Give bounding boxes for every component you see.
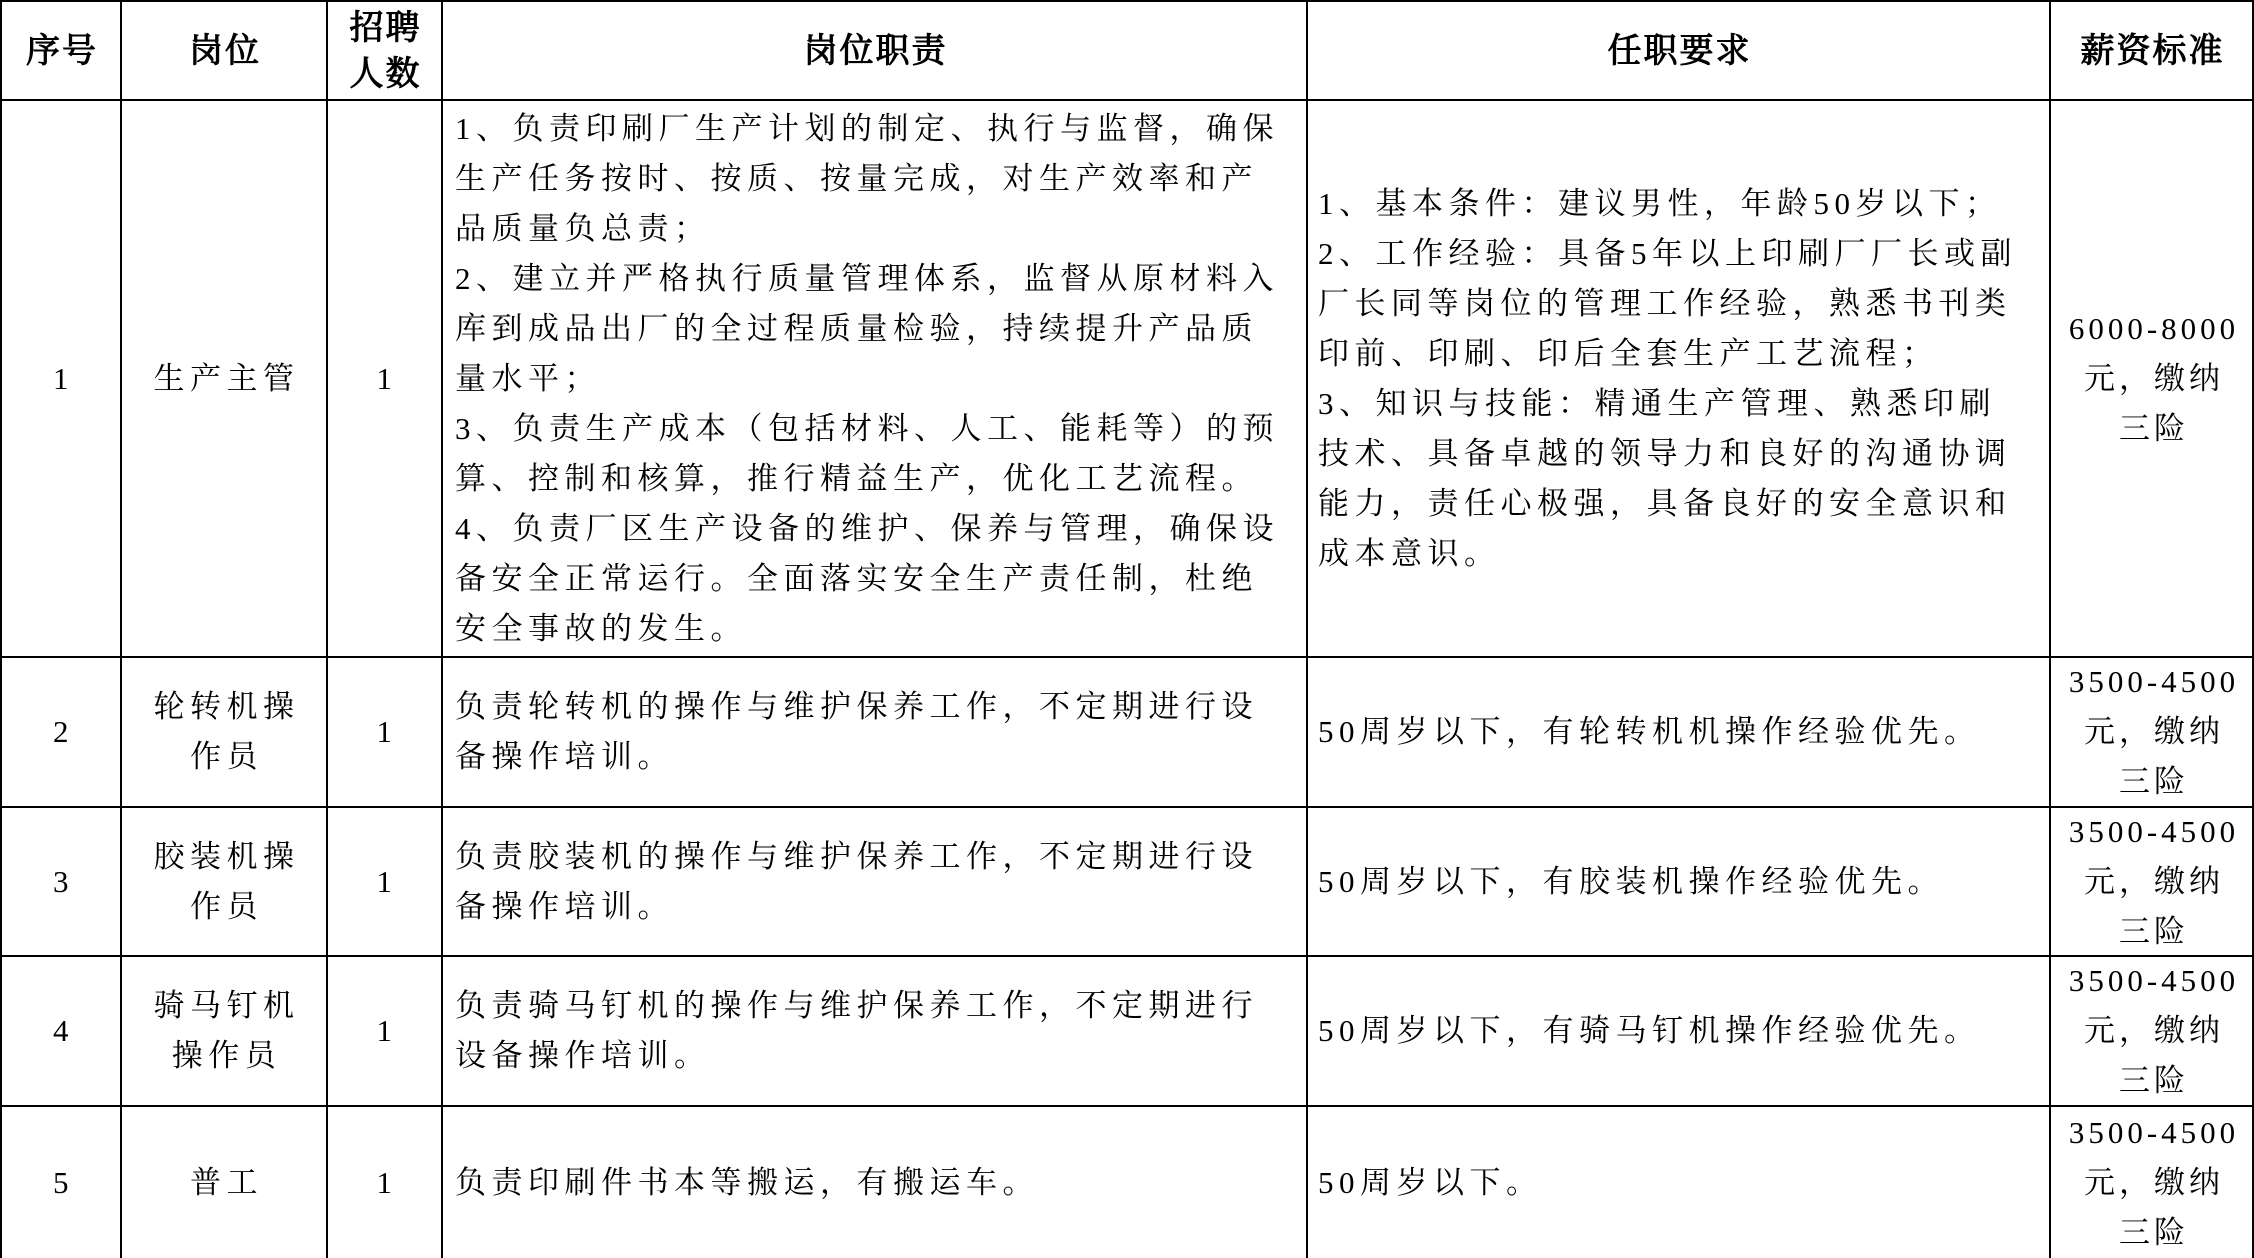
cell-headcount	[328, 957, 443, 1107]
position-text	[149, 832, 300, 932]
cell-salary	[2051, 101, 2254, 658]
cell-headcount	[328, 101, 443, 658]
duties-line: 负责印刷件书本等搬运，有搬运车。	[455, 1164, 1039, 1200]
position-text	[149, 981, 300, 1081]
position-line: 普工	[190, 1164, 263, 1200]
salary-line: 元，缴纳	[2083, 360, 2224, 396]
cell-salary	[2051, 658, 2254, 808]
salary-line: 三险	[2118, 1063, 2189, 1098]
cell-duties	[443, 658, 1308, 808]
headcount-text: 1	[376, 360, 398, 396]
duties-line: 安全事故的发生。	[455, 610, 747, 646]
duties-line: 设备操作培训。	[455, 1038, 711, 1073]
requirements-line: 印前、印刷、印后全套生产工艺流程；	[1318, 335, 1939, 371]
position-line: 轮转机操	[153, 689, 300, 724]
duties-line: 备操作培训。	[455, 888, 674, 924]
duties-text	[455, 1158, 1039, 1208]
header-duties	[443, 0, 1308, 101]
requirements-line: 厂长同等岗位的管理工作经验，熟悉书刊类	[1318, 285, 2012, 321]
salary-line: 元，缴纳	[2083, 863, 2224, 899]
cell-headcount	[328, 808, 443, 957]
requirements-text	[1318, 857, 1944, 907]
header-index	[0, 0, 122, 101]
duties-line: 3、负责生产成本（包括材料、人工、能耗等）的预	[455, 410, 1279, 446]
index-text: 1	[53, 360, 74, 396]
cell-salary	[2051, 1107, 2254, 1258]
cell-requirements	[1308, 808, 2051, 957]
salary-line: 3500-4500	[2068, 813, 2240, 849]
salary-line: 元，缴纳	[2083, 714, 2224, 749]
duties-text	[455, 981, 1258, 1081]
salary-line: 3500-4500	[2068, 664, 2240, 699]
cell-position	[122, 101, 328, 658]
requirements-line: 50周岁以下，有胶装机操作经验优先。	[1318, 863, 1944, 899]
position-text	[149, 354, 300, 404]
position-text	[149, 682, 300, 782]
header-requirements	[1308, 0, 2051, 101]
duties-line: 备操作培训。	[455, 739, 674, 774]
duties-line: 负责骑马钉机的操作与维护保养工作，不定期进行	[455, 988, 1258, 1023]
cell-position	[122, 1107, 328, 1258]
requirements-line: 50周岁以下，有轮转机机操作经验优先。	[1318, 714, 1981, 749]
cell-index	[0, 808, 122, 957]
index-text: 4	[53, 1013, 74, 1048]
cell-index	[0, 957, 122, 1107]
duties-text	[455, 682, 1258, 782]
headcount-text: 1	[376, 863, 398, 899]
requirements-line: 2、工作经验：具备5年以上印刷厂厂长或副	[1318, 235, 2017, 271]
cell-requirements	[1308, 957, 2051, 1107]
header-position-label: 岗位	[189, 31, 261, 70]
requirements-text	[1318, 1006, 1981, 1056]
requirements-line: 50周岁以下。	[1318, 1164, 1543, 1200]
cell-headcount	[328, 658, 443, 808]
salary-line: 6000-8000	[2068, 310, 2240, 346]
duties-line: 品质量负总责；	[455, 210, 711, 246]
header-headcount-label	[348, 5, 422, 97]
index-text: 3	[53, 863, 74, 899]
header-headcount-line: 人数	[349, 54, 422, 93]
position-line: 生产主管	[153, 360, 300, 396]
requirements-line: 能力，责任心极强，具备良好的安全意识和	[1318, 485, 2012, 521]
duties-text	[455, 104, 1279, 654]
position-line: 操作员	[171, 1038, 282, 1073]
salary-line: 三险	[2118, 1214, 2189, 1250]
cell-duties	[443, 808, 1308, 957]
header-salary-label: 薪资标准	[2080, 31, 2225, 70]
cell-headcount	[328, 1107, 443, 1258]
salary-text	[2064, 304, 2239, 454]
requirements-line: 1、基本条件：建议男性，年龄50岁以下；	[1318, 185, 2002, 221]
cell-duties	[443, 101, 1308, 658]
position-line: 作员	[190, 739, 263, 774]
cell-salary	[2051, 957, 2254, 1107]
cell-position	[122, 957, 328, 1107]
cell-index	[0, 101, 122, 658]
header-position	[122, 0, 328, 101]
headcount-text: 1	[376, 714, 398, 749]
duties-text	[455, 832, 1258, 932]
position-line: 作员	[190, 888, 263, 924]
requirements-line: 3、知识与技能：精通生产管理、熟悉印刷	[1318, 385, 1996, 421]
requirements-text	[1318, 1158, 1543, 1208]
salary-line: 元，缴纳	[2083, 1164, 2224, 1200]
duties-line: 生产任务按时、按质、按量完成，对生产效率和产	[455, 160, 1258, 196]
salary-line: 3500-4500	[2068, 1114, 2240, 1150]
cell-index	[0, 1107, 122, 1258]
cell-index	[0, 658, 122, 808]
duties-line: 量水平；	[455, 360, 601, 396]
salary-line: 三险	[2118, 410, 2189, 446]
cell-salary	[2051, 808, 2254, 957]
cell-requirements	[1308, 1107, 2051, 1258]
header-salary	[2051, 0, 2254, 101]
headcount-text: 1	[376, 1013, 398, 1048]
duties-line: 库到成品出厂的全过程质量检验，持续提升产品质	[455, 310, 1258, 346]
salary-text	[2064, 658, 2239, 807]
salary-line: 3500-4500	[2068, 963, 2240, 998]
requirements-line: 技术、具备卓越的领导力和良好的沟通协调	[1318, 435, 2012, 471]
salary-line: 元，缴纳	[2083, 1013, 2224, 1048]
headcount-text: 1	[376, 1164, 398, 1200]
header-requirements-label: 任职要求	[1607, 31, 1752, 70]
cell-duties	[443, 1107, 1308, 1258]
position-line: 胶装机操	[153, 838, 300, 874]
requirements-text	[1318, 179, 2017, 579]
header-duties-label: 岗位职责	[803, 31, 948, 70]
duties-line: 备安全正常运行。全面落实安全生产责任制，杜绝	[455, 560, 1258, 596]
cell-requirements	[1308, 101, 2051, 658]
duties-line: 2、建立并严格执行质量管理体系，监督从原材料入	[455, 260, 1279, 296]
requirements-text	[1318, 707, 1981, 757]
cell-requirements	[1308, 658, 2051, 808]
header-index-label: 序号	[26, 31, 98, 70]
salary-line: 三险	[2118, 764, 2189, 799]
position-text	[185, 1158, 263, 1208]
salary-text	[2064, 957, 2239, 1106]
header-headcount-line: 招聘	[349, 8, 422, 47]
duties-line: 负责轮转机的操作与维护保养工作，不定期进行设	[455, 689, 1258, 724]
duties-line: 负责胶装机的操作与维护保养工作，不定期进行设	[455, 838, 1258, 874]
requirements-line: 成本意识。	[1318, 535, 1501, 571]
salary-line: 三险	[2118, 913, 2189, 949]
duties-line: 4、负责厂区生产设备的维护、保养与管理，确保设	[455, 510, 1279, 546]
cell-duties	[443, 957, 1308, 1107]
index-text: 2	[53, 714, 74, 749]
position-line: 骑马钉机	[153, 988, 300, 1023]
requirements-line: 50周岁以下，有骑马钉机操作经验优先。	[1318, 1013, 1981, 1048]
salary-text	[2064, 808, 2239, 957]
salary-text	[2064, 1108, 2239, 1258]
index-text: 5	[53, 1164, 74, 1200]
duties-line: 1、负责印刷厂生产计划的制定、执行与监督，确保	[455, 110, 1279, 146]
header-headcount	[328, 0, 443, 101]
cell-position	[122, 658, 328, 808]
cell-position	[122, 808, 328, 957]
duties-line: 算、控制和核算，推行精益生产，优化工艺流程。	[455, 460, 1258, 496]
